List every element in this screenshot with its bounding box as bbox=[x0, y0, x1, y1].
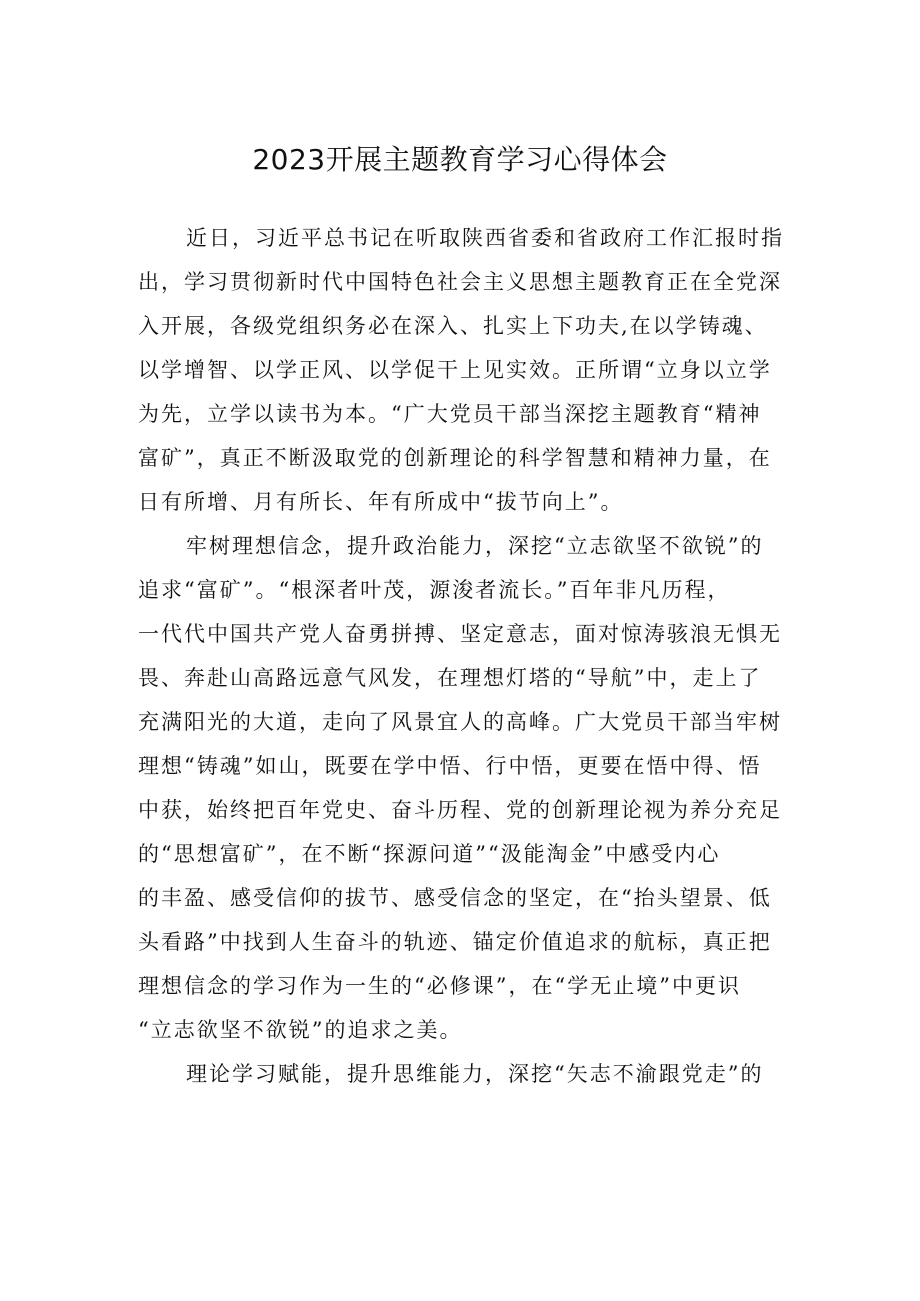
paragraph-1 bbox=[138, 216, 788, 524]
text-line: 头看路”中找到人生奋斗的轨迹、锚定价值追求的航标，真正把 bbox=[138, 930, 772, 954]
text-line: 日有所增、月有所长、年有所成中“拔节向上”。 bbox=[138, 490, 624, 514]
text-line: 追求“富矿”。“根深者叶茂，源浚者流长。”百年非凡历程， bbox=[138, 578, 731, 602]
text-line: “立志欲坚不欲锐”的追求之美。 bbox=[138, 1018, 463, 1042]
paragraph-3 bbox=[138, 1052, 788, 1096]
text-line: 理论学习赋能，提升思维能力，深挖“矢志不渝跟党走”的 bbox=[186, 1062, 764, 1086]
text-line: 牢树理想信念，提升政治能力，深挖“立志欲坚不欲锐”的 bbox=[186, 534, 764, 558]
text-line: 理想“铸魂”如山，既要在学中悟、行中悟，更要在悟中得、悟 bbox=[138, 754, 762, 778]
text-line: 一代代中国共产党人奋勇拼搏、坚定意志，面对惊涛骇浪无惧无 bbox=[138, 622, 782, 646]
text-line: 出，学习贯彻新时代中国特色社会主义思想主题教育正在全党深 bbox=[138, 270, 782, 294]
document-title: 2023开展主题教育学习心得体会 bbox=[252, 143, 668, 176]
text-line: 的“思想富矿”，在不断“探源问道”“汲能淘金”中感受内心 bbox=[138, 842, 721, 866]
document-body bbox=[138, 216, 788, 1096]
text-line: 以学增智、以学正风、以学促干上见实效。正所谓“立身以立学 bbox=[138, 358, 772, 382]
text-line: 充满阳光的大道，走向了风景宜人的高峰。广大党员干部当牢树 bbox=[138, 710, 782, 734]
text-line: 近日，习近平总书记在听取陕西省委和省政府工作汇报时指 bbox=[186, 226, 784, 250]
text-line: 理想信念的学习作为一生的“必修课”，在“学无止境”中更识 bbox=[138, 974, 741, 998]
text-line: 中获，始终把百年党史、奋斗历程、党的创新理论视为养分充足 bbox=[138, 798, 782, 822]
text-line: 的丰盈、感受信仰的拔节、感受信念的坚定，在“抬头望景、低 bbox=[138, 886, 772, 910]
text-line: 富矿”，真正不断汲取党的创新理论的科学智慧和精神力量，在 bbox=[138, 446, 772, 470]
paragraph-2 bbox=[138, 524, 788, 1052]
text-line: 为先，立学以读书为本。“广大党员干部当深挖主题教育“精神 bbox=[138, 402, 762, 426]
text-line: 畏、奔赴山高路远意气风发，在理想灯塔的“导航”中，走上了 bbox=[138, 666, 762, 690]
text-line: 入开展，各级党组织务必在深入、扎实上下功夫,在以学铸魂、 bbox=[138, 314, 768, 338]
